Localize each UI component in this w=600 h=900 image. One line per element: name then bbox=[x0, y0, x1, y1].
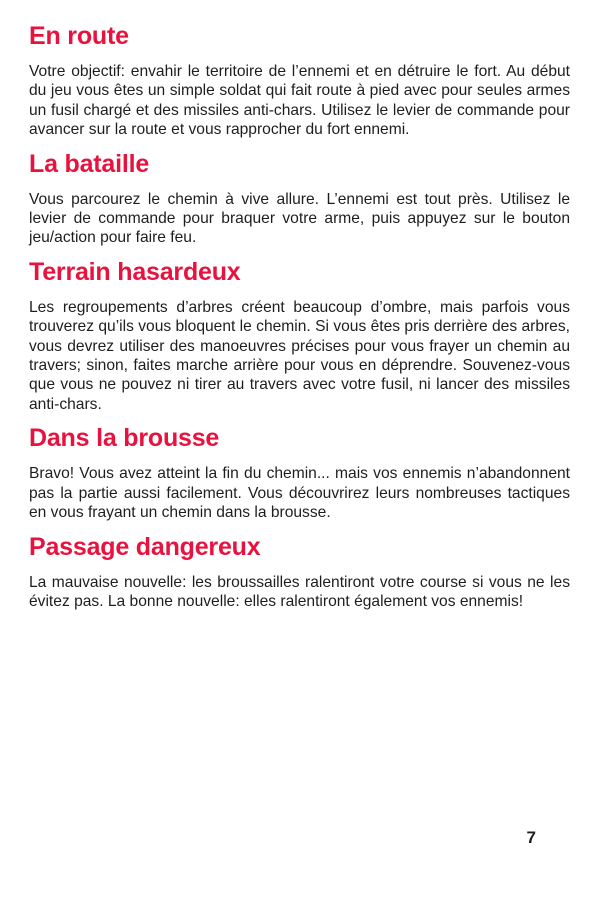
section-body: Bravo! Vous avez atteint la fin du chemin... mais vos ennemis n’abandonnent pas la partie aussi facilement. Vous découvrirez leurs nombreuses tactiques en vous frayant un chemin dans la brousse. bbox=[29, 465, 570, 522]
section-terrain-hasardeux bbox=[29, 256, 570, 414]
section-en-route bbox=[29, 20, 570, 140]
section-body: Vous parcourez le chemin à vive allure. L’ennemi est tout près. Utilisez le levier de commande pour braquer votre arme, puis appuyez sur le bouton jeu/action pour faire feu. bbox=[29, 190, 570, 247]
section-passage-dangereux bbox=[29, 531, 570, 612]
section-body: Les regroupements d’arbres créent beaucoup d’ombre, mais parfois vous trouverez qu’ils vous bloquent le chemin. Si vous êtes pris derrière des arbres, vous devrez utiliser des manoeuvres précises pour vous frayer un chemin au travers; sinon, faites marche arrière pour vous en déprendre. Souvenez-vous que vous ne pouvez ni tirer au travers avec votre fusil, ni lancer des missiles anti-chars. bbox=[29, 298, 570, 413]
section-heading: Terrain hasardeux bbox=[29, 257, 241, 286]
section-dans-la-brousse bbox=[29, 422, 570, 522]
section-heading: Passage dangereux bbox=[29, 532, 261, 561]
section-body: Votre objectif: envahir le territoire de l’ennemi et en détruire le fort. Au début du jeu vous êtes un simple soldat qui fait route à pied avec pour seules armes un fusil chargé et des missiles anti-chars. Utilisez le levier de commande pour avancer sur la route et vous rapprocher du fort ennemi. bbox=[29, 63, 570, 139]
section-heading: La bataille bbox=[29, 149, 150, 178]
section-la-bataille bbox=[29, 148, 570, 248]
section-heading: En route bbox=[29, 22, 129, 50]
page-number: 7 bbox=[526, 828, 536, 847]
section-heading: Dans la brousse bbox=[29, 424, 220, 453]
section-body: La mauvaise nouvelle: les broussailles ralentiront votre course si vous ne les évitez pas. La bonne nouvelle: elles ralentiront également vos ennemis! bbox=[29, 573, 570, 610]
